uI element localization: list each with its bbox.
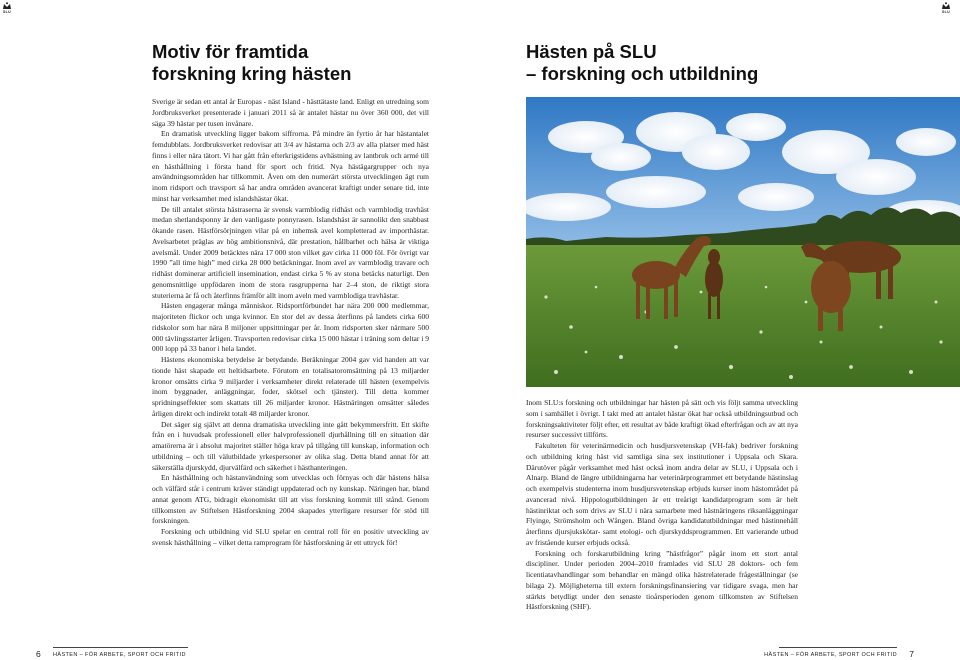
paragraph: Hästens ekonomiska betydelse är betydande. Beräkningar 2004 gav vid handen att var tionde häst skapade ett heltidsarbete. Förutom en totalisatoromsättning på 13 miljarder kronor omsätts cirka 9 miljarder i verksamheter direkt relaterade till hästen (exempelvis inom byggnader, anläggningar, foder, skötsel och tjänster). Till detta kommer spridningseffekter som skattats till 26 miljarder kronor. Hästnäringen omsätter således årligen direkt och indirekt totalt 48 miljarder kronor. — [152, 355, 429, 418]
paragraph: Sverige är sedan ett antal år Europas - näst Island - hästtätaste land. Enligt en utredning som Jordbruksverket presenterade i januari 2011 så är antalet hästar nu över 360 000, det vill säga 39 hästar per tusen invånare. — [152, 97, 429, 128]
page-title — [152, 41, 452, 85]
slu-logo-text: SLU — [3, 10, 11, 14]
page-number: 6 — [36, 649, 41, 659]
slu-logo-text: SLU — [942, 10, 950, 14]
horses-in-meadow-photo — [526, 97, 960, 387]
footer-rule — [53, 647, 188, 648]
slu-crown-icon — [2, 2, 12, 10]
running-footer: HÄSTEN – FÖR ARBETE, SPORT OCH FRITID — [53, 652, 186, 658]
slu-crown-icon — [941, 2, 951, 10]
article-body — [152, 97, 429, 549]
paragraph: En dramatisk utveckling ligger bakom siffrorna. På mindre än fyrtio år har hästantalet femdubblats. Jordbruksverket redovisar att 3/4 av hästarna och 2/3 av alla platser med häst finns i eller nära tätort. Vi har gått från efterkrigstidens avhästning av lantbruk och armé till en hästhållning i första hand för sport och fritid. Nya hästägargrupper och nya användningsområden har tillkommit. Även om den numerärt största utvecklingen ägt rum inom ridsport och travsport så har andra områden avancerat kraftigt under senare tid, inte minst har verksamhet med islandshästar ökat. — [152, 129, 429, 203]
right-page — [480, 0, 960, 660]
paragraph: Fakulteten för veterinärmedicin och husdjursvetenskap (VH-fak) bedriver forskning och utbildning kring häst vid samtliga sina sex institutioner i Uppsala och Skara. Därutöver pågår verksamhet med häst också inom andra delar av SLU, i Uppsala och i Alnarp. Bland de längre utbildningarna har veterinärprogrammet ett betydande hästinslag och exempelvis studenterna inom husdjursvetenskap erbjuds kurser inom hästområdet på avancerad nivå. Hippologutbildningen är ett treårigt kandidatprogram som är helt hästinriktat och som drivs av SLU i nära samarbete med hästnäringens riksanläggningar Flyinge, Strömsholm och Wången. Bland övriga kandidatutbildningar med hästinnehåll återfinns djursjukskötar- samt etologi- och djurskyddsprogrammen. Ett varierande utbud av fristående kurser erbjuds också. — [526, 441, 798, 547]
paragraph: De till antalet största hästraserna är svensk varmblodig ridhäst och varmblodig travhäst medan shetlandsponny är den vanligaste ponnyrasen. Islandshäst är sannolikt den snabbast ökande rasen. Hästförsörjningen vilar på en inhemsk avel kompletterad av importhästar. Avelsarbetet präglas av hög ambitionsnivå, där prestation, hållbarhet och hälsa är viktiga avelsmål. Under 2009 betäcktes nära 17 000 ston vilket gav cirka 11 000 föl. För övrigt var 1990 ”all time high” med cirka 28 000 betäckningar. Inom avel av varmblodig travare och ridhäst dominerar artificiell insemination, endast cirka 5 % av stona betäcks naturligt. Den genomsnittlige uppfödaren inom de stora rasgrupperna har 2–4 ston, de riktigt stora stuterierna är få och återfinns främför allt inom aveln med varmblodiga travhästar. — [152, 204, 429, 300]
paragraph: Forskning och utbildning vid SLU spelar en central roll för en positiv utveckling av svensk hästhållning – vilket detta ramprogram för hästforskning är ett uttryck för! — [152, 527, 429, 547]
slu-logo — [939, 2, 953, 14]
paragraph: Inom SLU:s forskning och utbildningar har hästen på sätt och vis följt samma utveckling som i samhället i övrigt. I takt med att antalet hästar ökat har också utbildningsutbud och forskningsaktiviteter följt efter, ett resultat av både kraftigt ökad efterfrågan och av att nya resurser successivt tillförts. — [526, 398, 798, 440]
title-line: Hästen på SLU — [526, 41, 657, 62]
paragraph: Det säger sig självt att denna dramatiska utveckling inte gått bekymmersfritt. Ett skifte från en i huvudsak professionell eller halvprofessionell djurhållning till en situation där amatörerna är i absolut majoritet ställer höga krav på tillgång till kunskap, information och utbildning – och till välutbildade yrkespersoner av olika slag. Detta bland annat för att säkerställa djurskydd, djurvälfärd och säkerhet i hästhanteringen. — [152, 419, 429, 472]
title-line: Motiv för framtida — [152, 41, 309, 62]
paragraph: En hästhållning och hästanvändning som utvecklas och förnyas och där hästens hälsa och välfärd står i centrum kräver ständigt uppdaterad och ny kunskap. Näringen har, bland annat genom ATG, bidragit ekonomiskt till att viss forskning kommit till stånd. Genom tillkomsten av Stiftelsen Hästforskning 2004 skapades ytterligare resurser för stöd till forskningen. — [152, 473, 429, 526]
title-line: forskning kring hästen — [152, 63, 352, 84]
page-title — [526, 41, 926, 85]
paragraph: Forskning och forskarutbildning kring ”hästfrågor” pågår inom ett stort antal discipliner. Under perioden 2004–2010 framlades vid SLU 28 doktors- och fem licentiatavhandlingar som behandlar en mängd olika hästrelaterade frågeställningar (se bilaga 2). Möjligheterna till extern forskningsfinansiering var tidigare svaga, men har stärkts betydligt under den senaste tioårsperioden genom tillkomsten av Stiftelsen Hästforskning (SHF). — [526, 548, 798, 612]
article-body — [526, 398, 798, 613]
slu-logo — [0, 2, 14, 14]
footer-rule — [779, 647, 897, 648]
page-number: 7 — [909, 649, 914, 659]
running-footer: HÄSTEN – FÖR ARBETE, SPORT OCH FRITID — [764, 652, 897, 658]
title-line: – forskning och utbildning — [526, 63, 759, 84]
paragraph: Hästen engagerar många människor. Ridsportförbundet har nära 200 000 medlemmar, majoriteten flickor och unga kvinnor. En stor del av dessa återfinns på landets cirka 600 ridskolor som har nära 8 miljoner uppsittningar per år. Inom ridsporten sker närmare 500 000 tävlingsstarter årligen. Travsporten redovisar cirka 15 000 hästar i träning som deltar i 9 000 lopp på 33 banor i hela landet. — [152, 301, 429, 354]
